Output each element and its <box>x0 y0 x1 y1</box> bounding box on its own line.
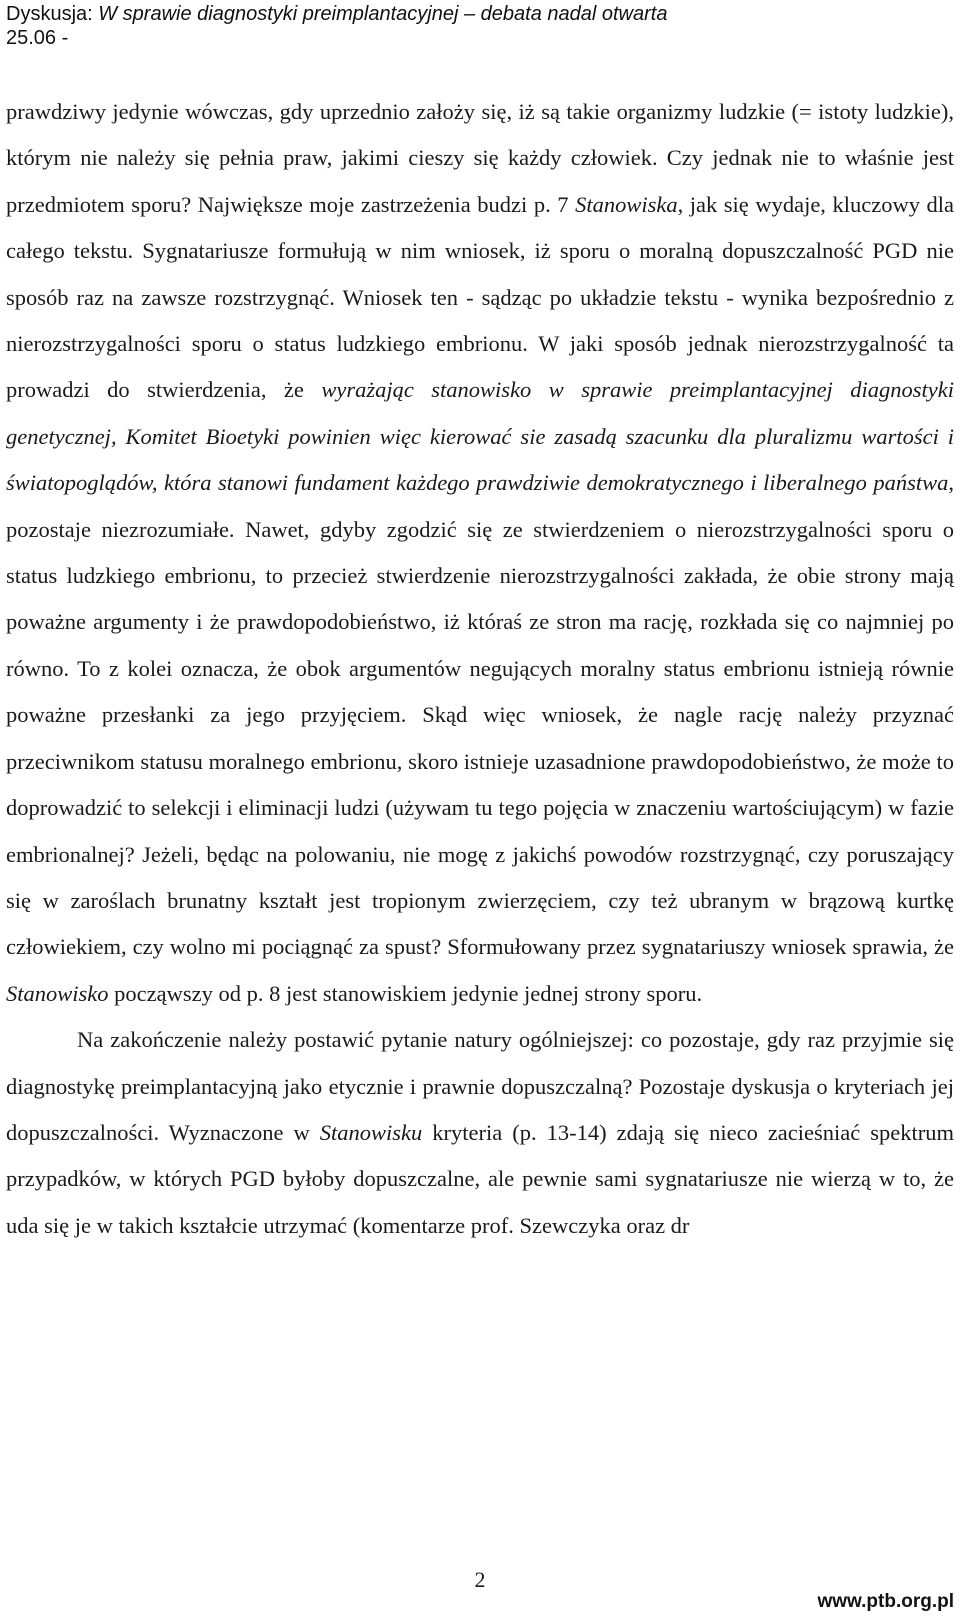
header-title-line <box>6 2 946 26</box>
italic-reference: Stanowiska <box>575 191 678 217</box>
paragraph-conclusion <box>6 1017 954 1249</box>
paragraph-text: Na zakończenie należy postawić pytanie natury ogólniejszej: co pozostaje, gdy raz przyjmie się diagnostykę preimplantacyjną jako etycznie i prawnie dopuszczalną? Pozostaje dyskusja o kryteriach jej dopuszczalności. Wyznaczone w <box>6 1027 954 1145</box>
header-date: 25.06 - <box>6 27 69 49</box>
site-url: www.ptb.org.pl <box>817 1591 954 1612</box>
italic-reference: Stanowisko <box>6 980 109 1006</box>
paragraph-text: począwszy od p. 8 jest stanowiskiem jedynie jednej strony sporu. <box>108 980 703 1006</box>
italic-reference: Stanowisku <box>319 1119 423 1145</box>
italic-quotation: wyrażając stanowisko w sprawie preimplantacyjnej diagnostyki genetycznej, Komitet Bioetyki powinien więc kierować sie zasadą szacunku dla pluralizmu wartości i światopoglądów, która stanowi fundament każdego prawdziwie demokratycznego i liberalnego państwa <box>6 377 954 496</box>
page-header <box>6 2 946 50</box>
paragraph-continued <box>6 89 954 1017</box>
paragraph-text: prawdziwy jedynie wówczas, gdy uprzednio założy się, iż są takie organizmy ludzkie (= istoty ludzkie), którym nie należy się pełnia praw, jakimi cieszy się każdy człowiek. Czy jednak nie to właśnie jest przedmiotem sporu? Największe moje zastrzeżenia budzi p. 7 <box>6 99 954 217</box>
page-number: 2 <box>474 1567 486 1592</box>
paragraph-text: , jak się wydaje, kluczowy dla całego tekstu. Sygnatariusze formułują w nim wniosek, iż sporu o moralną dopuszczalność PGD nie sposób raz na zawsze rozstrzygnąć. Wniosek ten - sądząc po układzie tekstu - wynika bezpośrednio z nierozstrzygalności sporu o status ludzkiego embrionu. W jaki sposób jednak nierozstrzygalność ta prowadzi do stwierdzenia, że <box>6 191 954 403</box>
header-prefix: Dyskusja: <box>6 3 99 25</box>
paragraph-text: kryteria (p. 13-14) zdają się nieco zacieśniać spektrum przypadków, w których PGD byłoby dopuszczalne, ale pewnie sami sygnatariusze nie wierzą w to, że uda się je w takich kształcie utrzymać (komentarze prof. Szewczyka oraz dr <box>6 1119 954 1238</box>
paragraph-text: , pozostaje niezrozumiałe. Nawet, gdyby zgodzić się ze stwierdzeniem o nierozstrzygalności sporu o status ludzkiego embrionu, to przecież stwierdzenie nierozstrzygalności zakłada, że obie strony mają poważne argumenty i że prawdopodobieństwo, iż któraś ze stron ma rację, rozkłada się co najmniej po równo. To z kolei oznacza, że obok argumentów negujących moralny status embrionu istnieją równie poważne przesłanki za jego przyjęciem. Skąd więc wniosek, że nagle rację należy przyznać przeciwnikom statusu moralnego embrionu, skoro istnieje uzasadnione prawdopodobieństwo, że może to doprowadzić to selekcji i eliminacji ludzi (używam tu tego pojęcia w znaczeniu wartościującym) w fazie embrionalnej? Jeżeli, będąc na polowaniu, nie mogę z jakichś powodów rozstrzygnąć, czy poruszający się w zaroślach brunatny kształt jest tropionym zwierzęciem, czy też ubranym w brązową kurtkę człowiekiem, czy wolno mi pociągnąć za spust? Sformułowany przez sygnatariuszy wniosek sprawia, że <box>6 470 954 960</box>
document-body <box>6 89 954 1249</box>
header-title: W sprawie diagnostyki preimplantacyjnej – debata nadal otwarta <box>98 3 668 25</box>
